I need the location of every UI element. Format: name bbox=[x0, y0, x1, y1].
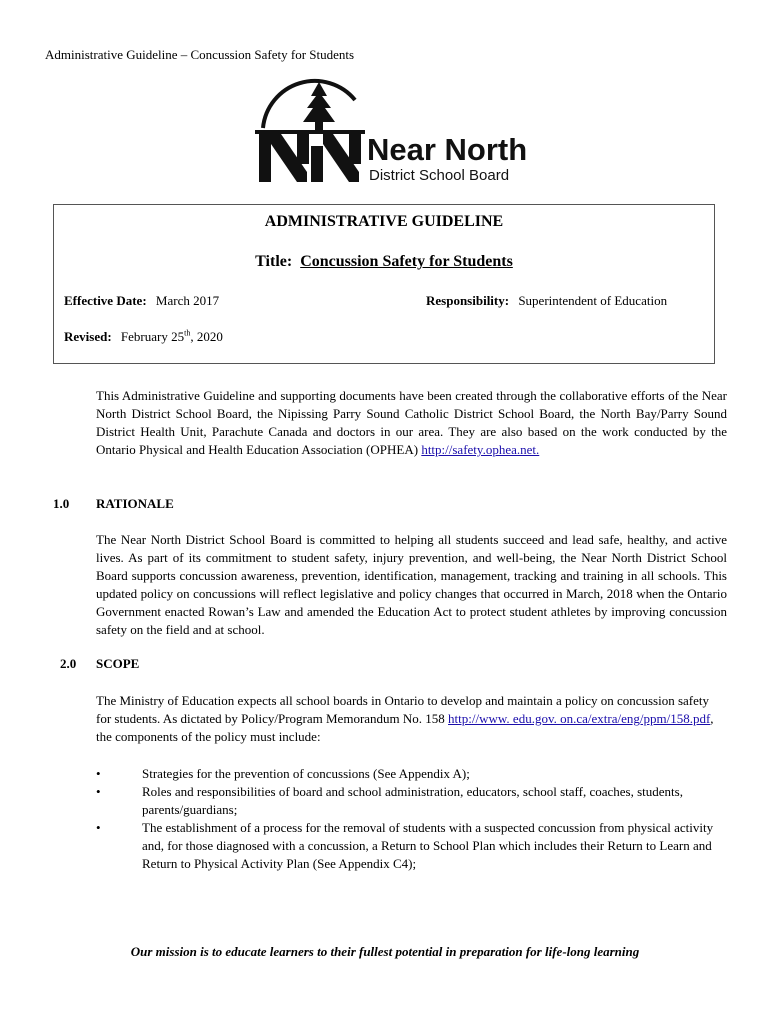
responsibility-label: Responsibility: bbox=[426, 293, 510, 308]
revised-date bbox=[64, 329, 223, 345]
section-number-1: 1.0 bbox=[53, 496, 70, 511]
effective-date bbox=[64, 293, 219, 309]
guideline-info-box bbox=[53, 204, 715, 364]
board-logo bbox=[255, 80, 528, 190]
section-number-2: 2.0 bbox=[60, 656, 77, 671]
title-value: Concussion Safety for Students bbox=[300, 253, 513, 270]
list-item: • Roles and responsibilities of board and school administration, educators, school staff, coaches, students, parents/guardians; bbox=[96, 784, 683, 817]
ppm-158-link[interactable]: http://www. edu.gov. on.ca/extra/eng/ppm/158.pdf bbox=[448, 711, 711, 726]
document-title bbox=[54, 253, 714, 271]
intro-paragraph: This Administrative Guideline and supporting documents have been created through the collaborative efforts of the Near North District School Board, the Nipissing Parry Sound Catholic District School Board, the North Bay/Parry Sound District Health Unit, Parachute Canada and doctors in our area. They are also based on the work conducted by the Ontario Physical and Health Education Association (OPHEA) http://safety.ophea.net. bbox=[96, 388, 727, 457]
effective-date-value: March 2017 bbox=[155, 293, 220, 308]
title-label: Title: bbox=[255, 253, 293, 270]
responsibility-value: Superintendent of Education bbox=[518, 293, 668, 308]
effective-date-label: Effective Date: bbox=[64, 293, 147, 308]
section-title-scope: SCOPE bbox=[96, 656, 140, 671]
running-header: Administrative Guideline – Concussion Safety for Students bbox=[45, 47, 355, 62]
revised-label: Revised: bbox=[64, 329, 112, 345]
section-title-rationale: RATIONALE bbox=[96, 496, 174, 511]
responsibility bbox=[426, 293, 667, 309]
list-item: • The establishment of a process for the removal of students with a suspected concussion from physical activity and, for those diagnosed with a concussion, a Return to School Plan which includes their Return to Learn and Return to Physical Activity Plan (See Appendix C4); bbox=[96, 820, 714, 871]
logo-subname: District School Board bbox=[369, 167, 510, 184]
mission-statement: Our mission is to educate learners to their fullest potential in preparation for life-long learning bbox=[130, 944, 640, 959]
rationale-paragraph: The Near North District School Board is committed to helping all students succeed and lead safe, healthy, and active lives. As part of its commitment to student safety, injury prevention, and well-being, the Near North District School Board supports concussion awareness, prevention, identification, management, tracking and training in all schools. This updated policy on concussions will reflect legislative and policy changes that occurred in March, 2018 when the Ontario Government enacted Rowan’s Law and amended the Education Act to protect student athletes by improving concussion safety on the field and at school. bbox=[96, 532, 727, 637]
logo-name: Near North bbox=[367, 132, 528, 167]
ophea-link[interactable]: http://safety.ophea.net. bbox=[421, 442, 540, 457]
scope-paragraph: The Ministry of Education expects all school boards in Ontario to develop and maintain a policy on concussion safety for students. As dictated by Policy/Program Memorandum No. 158 http://www. edu.gov. on.ca/extra/eng/ppm/158.pdf, the components of the policy must include: bbox=[96, 693, 714, 744]
scope-bullet-list bbox=[96, 765, 727, 873]
list-item: • Strategies for the prevention of concussions (See Appendix A); bbox=[96, 766, 470, 781]
revised-value: February 25th, 2020 bbox=[120, 329, 223, 345]
logo-graphic bbox=[255, 80, 528, 190]
guideline-heading: ADMINISTRATIVE GUIDELINE bbox=[264, 213, 504, 230]
